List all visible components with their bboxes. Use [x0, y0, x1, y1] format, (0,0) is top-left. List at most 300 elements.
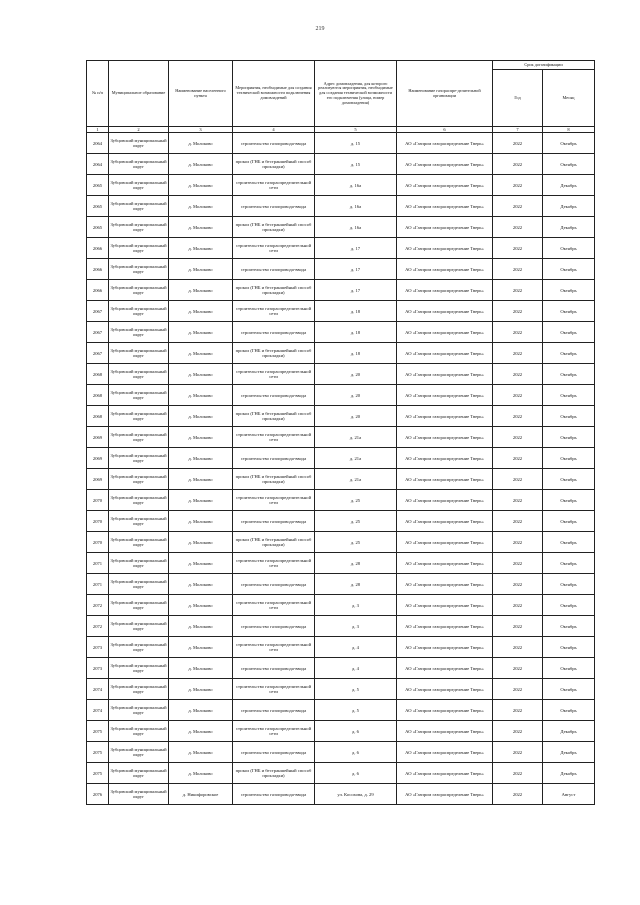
cell-org: АО «Газпром газораспределение Тверь» — [397, 532, 493, 553]
cell-month: Октябрь — [543, 259, 595, 280]
cell-month: Октябрь — [543, 511, 595, 532]
cell-address: д. 6 — [315, 742, 397, 763]
cell-num: 2074 — [87, 700, 109, 721]
table-row — [87, 700, 595, 721]
cell-year: 2022 — [493, 343, 543, 364]
cell-num: 2064 — [87, 154, 109, 175]
cell-measure: строительство газораспределительной сети — [233, 637, 315, 658]
cell-measure: прокол (ГНБ и бестраншейный способ прокладки) — [233, 154, 315, 175]
table-row — [87, 574, 595, 595]
table-row — [87, 385, 595, 406]
cell-settlement: д. Молоково — [169, 532, 233, 553]
column-number: 8 — [543, 127, 595, 133]
cell-measure: строительство газораспределительной сети — [233, 721, 315, 742]
cell-settlement: д. Молоково — [169, 574, 233, 595]
column-number: 3 — [169, 127, 233, 133]
cell-year: 2022 — [493, 595, 543, 616]
header-year: Год — [493, 70, 543, 127]
cell-month: Октябрь — [543, 280, 595, 301]
cell-month: Декабрь — [543, 742, 595, 763]
cell-year: 2022 — [493, 385, 543, 406]
cell-org: АО «Газпром газораспределение Тверь» — [397, 175, 493, 196]
table-row — [87, 637, 595, 658]
cell-year: 2022 — [493, 532, 543, 553]
cell-month: Октябрь — [543, 322, 595, 343]
cell-munic: Зубцовский муниципальный округ — [109, 658, 169, 679]
cell-settlement: д. Молоково — [169, 343, 233, 364]
table-row — [87, 490, 595, 511]
cell-measure: строительство газопровода-ввода — [233, 574, 315, 595]
cell-year: 2022 — [493, 553, 543, 574]
cell-measure: строительство газопровода-ввода — [233, 658, 315, 679]
column-number: 5 — [315, 127, 397, 133]
cell-address: д. 17 — [315, 238, 397, 259]
table-row — [87, 406, 595, 427]
cell-year: 2022 — [493, 154, 543, 175]
cell-measure: строительство газопровода-ввода — [233, 322, 315, 343]
cell-org: АО «Газпром газораспределение Тверь» — [397, 784, 493, 805]
cell-settlement: д. Молоково — [169, 637, 233, 658]
cell-munic: Зубцовский муниципальный округ — [109, 637, 169, 658]
cell-num: 2072 — [87, 595, 109, 616]
cell-year: 2022 — [493, 700, 543, 721]
cell-munic: Зубцовский муниципальный округ — [109, 259, 169, 280]
cell-num: 2075 — [87, 721, 109, 742]
cell-year: 2022 — [493, 511, 543, 532]
cell-month: Октябрь — [543, 364, 595, 385]
cell-num: 2073 — [87, 658, 109, 679]
cell-org: АО «Газпром газораспределение Тверь» — [397, 427, 493, 448]
cell-org: АО «Газпром газораспределение Тверь» — [397, 700, 493, 721]
cell-settlement: д. Молоково — [169, 280, 233, 301]
table-row — [87, 616, 595, 637]
cell-settlement: д. Молоково — [169, 217, 233, 238]
column-number: 6 — [397, 127, 493, 133]
cell-num: 2064 — [87, 133, 109, 154]
table-row — [87, 154, 595, 175]
cell-settlement: д. Молоково — [169, 175, 233, 196]
cell-month: Октябрь — [543, 469, 595, 490]
cell-munic: Зубцовский муниципальный округ — [109, 469, 169, 490]
table-row — [87, 469, 595, 490]
cell-settlement: д. Молоково — [169, 427, 233, 448]
cell-address: д. 6 — [315, 721, 397, 742]
cell-settlement: д. Молоково — [169, 595, 233, 616]
cell-munic: Зубцовский муниципальный округ — [109, 532, 169, 553]
table-row — [87, 259, 595, 280]
cell-org: АО «Газпром газораспределение Тверь» — [397, 301, 493, 322]
cell-settlement: д. Молоково — [169, 301, 233, 322]
cell-num: 2068 — [87, 364, 109, 385]
cell-year: 2022 — [493, 175, 543, 196]
header-num: № п/п — [87, 61, 109, 127]
cell-address: д. 20 — [315, 385, 397, 406]
cell-address: д. 21а — [315, 448, 397, 469]
cell-measure: прокол (ГНБ и бестраншейный способ прокладки) — [233, 217, 315, 238]
cell-num: 2075 — [87, 742, 109, 763]
cell-address: д. 3 — [315, 616, 397, 637]
cell-month: Октябрь — [543, 595, 595, 616]
cell-year: 2022 — [493, 406, 543, 427]
cell-munic: Зубцовский муниципальный округ — [109, 301, 169, 322]
cell-address: д. 16а — [315, 217, 397, 238]
cell-address: д. 25 — [315, 511, 397, 532]
cell-address: д. 21а — [315, 469, 397, 490]
table-row — [87, 742, 595, 763]
cell-num: 2066 — [87, 280, 109, 301]
cell-settlement: д. Молоково — [169, 658, 233, 679]
cell-month: Октябрь — [543, 385, 595, 406]
table-row — [87, 511, 595, 532]
cell-org: АО «Газпром газораспределение Тверь» — [397, 280, 493, 301]
cell-year: 2022 — [493, 742, 543, 763]
cell-num: 2066 — [87, 259, 109, 280]
cell-year: 2022 — [493, 658, 543, 679]
cell-org: АО «Газпром газораспределение Тверь» — [397, 637, 493, 658]
table-body — [87, 133, 595, 805]
cell-org: АО «Газпром газораспределение Тверь» — [397, 721, 493, 742]
cell-org: АО «Газпром газораспределение Тверь» — [397, 490, 493, 511]
cell-year: 2022 — [493, 301, 543, 322]
header-settlement: Наименование населенного пункта — [169, 61, 233, 127]
cell-year: 2022 — [493, 616, 543, 637]
cell-settlement: д. Молоково — [169, 259, 233, 280]
cell-settlement: д. Молоково — [169, 133, 233, 154]
table-header — [87, 61, 595, 133]
column-number: 1 — [87, 127, 109, 133]
cell-measure: строительство газораспределительной сети — [233, 595, 315, 616]
table-row — [87, 679, 595, 700]
cell-year: 2022 — [493, 448, 543, 469]
cell-num: 2075 — [87, 763, 109, 784]
cell-month: Декабрь — [543, 175, 595, 196]
table-row — [87, 448, 595, 469]
cell-munic: Зубцовский муниципальный округ — [109, 490, 169, 511]
cell-num: 2068 — [87, 385, 109, 406]
cell-num: 2065 — [87, 175, 109, 196]
cell-year: 2022 — [493, 490, 543, 511]
cell-measure: строительство газопровода-ввода — [233, 784, 315, 805]
cell-settlement: д. Молоково — [169, 154, 233, 175]
cell-measure: строительство газопровода-ввода — [233, 196, 315, 217]
cell-org: АО «Газпром газораспределение Тверь» — [397, 196, 493, 217]
cell-address: ул. Косохова, д. 29 — [315, 784, 397, 805]
cell-year: 2022 — [493, 196, 543, 217]
column-number: 7 — [493, 127, 543, 133]
cell-org: АО «Газпром газораспределение Тверь» — [397, 133, 493, 154]
cell-munic: Зубцовский муниципальный округ — [109, 217, 169, 238]
cell-settlement: д. Молоково — [169, 490, 233, 511]
column-number: 2 — [109, 127, 169, 133]
cell-measure: строительство газопровода-ввода — [233, 616, 315, 637]
cell-month: Декабрь — [543, 196, 595, 217]
cell-month: Октябрь — [543, 133, 595, 154]
cell-munic: Зубцовский муниципальный округ — [109, 763, 169, 784]
table-row — [87, 175, 595, 196]
cell-month: Октябрь — [543, 490, 595, 511]
cell-munic: Зубцовский муниципальный округ — [109, 553, 169, 574]
cell-munic: Зубцовский муниципальный округ — [109, 742, 169, 763]
cell-settlement: д. Молоково — [169, 196, 233, 217]
cell-month: Декабрь — [543, 721, 595, 742]
cell-num: 2076 — [87, 784, 109, 805]
table-row — [87, 196, 595, 217]
table-row — [87, 280, 595, 301]
cell-year: 2022 — [493, 679, 543, 700]
cell-settlement: д. Молоково — [169, 238, 233, 259]
cell-address: д. 4 — [315, 637, 397, 658]
cell-month: Октябрь — [543, 616, 595, 637]
cell-address: д. 25 — [315, 490, 397, 511]
table-row — [87, 301, 595, 322]
cell-munic: Зубцовский муниципальный округ — [109, 511, 169, 532]
cell-settlement: д. Молоково — [169, 322, 233, 343]
cell-month: Октябрь — [543, 301, 595, 322]
table-row — [87, 364, 595, 385]
cell-num: 2070 — [87, 532, 109, 553]
cell-year: 2022 — [493, 637, 543, 658]
cell-month: Октябрь — [543, 427, 595, 448]
cell-num: 2070 — [87, 490, 109, 511]
cell-org: АО «Газпром газораспределение Тверь» — [397, 742, 493, 763]
cell-org: АО «Газпром газораспределение Тверь» — [397, 574, 493, 595]
cell-org: АО «Газпром газораспределение Тверь» — [397, 238, 493, 259]
cell-org: АО «Газпром газораспределение Тверь» — [397, 553, 493, 574]
cell-measure: прокол (ГНБ и бестраншейный способ прокладки) — [233, 532, 315, 553]
table-row — [87, 217, 595, 238]
cell-measure: строительство газораспределительной сети — [233, 427, 315, 448]
cell-munic: Зубцовский муниципальный округ — [109, 721, 169, 742]
table-row — [87, 343, 595, 364]
cell-measure: строительство газораспределительной сети — [233, 490, 315, 511]
table-row — [87, 763, 595, 784]
cell-org: АО «Газпром газораспределение Тверь» — [397, 259, 493, 280]
cell-address: д. 15 — [315, 133, 397, 154]
cell-munic: Зубцовский муниципальный округ — [109, 133, 169, 154]
cell-month: Октябрь — [543, 700, 595, 721]
cell-address: д. 4 — [315, 658, 397, 679]
cell-address: д. 6 — [315, 763, 397, 784]
cell-num: 2069 — [87, 469, 109, 490]
table-row — [87, 553, 595, 574]
cell-year: 2022 — [493, 721, 543, 742]
cell-measure: строительство газораспределительной сети — [233, 364, 315, 385]
cell-address: д. 25 — [315, 532, 397, 553]
cell-address: д. 28 — [315, 574, 397, 595]
cell-year: 2022 — [493, 469, 543, 490]
cell-org: АО «Газпром газораспределение Тверь» — [397, 616, 493, 637]
cell-org: АО «Газпром газораспределение Тверь» — [397, 343, 493, 364]
cell-month: Октябрь — [543, 574, 595, 595]
cell-num: 2072 — [87, 616, 109, 637]
cell-month: Декабрь — [543, 217, 595, 238]
cell-address: д. 17 — [315, 259, 397, 280]
cell-settlement: д. Молоково — [169, 553, 233, 574]
cell-munic: Зубцовский муниципальный округ — [109, 406, 169, 427]
cell-settlement: д. Молоково — [169, 616, 233, 637]
cell-num: 2069 — [87, 427, 109, 448]
cell-measure: прокол (ГНБ и бестраншейный способ прокладки) — [233, 406, 315, 427]
cell-org: АО «Газпром газораспределение Тверь» — [397, 448, 493, 469]
cell-settlement: д. Молоково — [169, 511, 233, 532]
cell-measure: прокол (ГНБ и бестраншейный способ прокладки) — [233, 469, 315, 490]
cell-num: 2067 — [87, 322, 109, 343]
gasification-table — [86, 60, 595, 805]
cell-address: д. 20 — [315, 406, 397, 427]
cell-address: д. 18 — [315, 322, 397, 343]
cell-year: 2022 — [493, 364, 543, 385]
cell-org: АО «Газпром газораспределение Тверь» — [397, 511, 493, 532]
cell-munic: Зубцовский муниципальный округ — [109, 385, 169, 406]
cell-org: АО «Газпром газораспределение Тверь» — [397, 469, 493, 490]
column-number: 4 — [233, 127, 315, 133]
header-munic: Муниципальное образование — [109, 61, 169, 127]
cell-munic: Зубцовский муниципальный округ — [109, 700, 169, 721]
cell-measure: строительство газораспределительной сети — [233, 175, 315, 196]
cell-num: 2066 — [87, 238, 109, 259]
cell-munic: Зубцовский муниципальный округ — [109, 427, 169, 448]
cell-num: 2069 — [87, 448, 109, 469]
cell-munic: Зубцовский муниципальный округ — [109, 616, 169, 637]
cell-num: 2071 — [87, 553, 109, 574]
table-row — [87, 133, 595, 154]
cell-month: Октябрь — [543, 553, 595, 574]
header-month: Месяц — [543, 70, 595, 127]
cell-org: АО «Газпром газораспределение Тверь» — [397, 406, 493, 427]
table-row — [87, 784, 595, 805]
cell-settlement: д. Молоково — [169, 700, 233, 721]
cell-month: Октябрь — [543, 532, 595, 553]
cell-year: 2022 — [493, 238, 543, 259]
cell-munic: Зубцовский муниципальный округ — [109, 196, 169, 217]
table-row — [87, 427, 595, 448]
header-deadline: Срок догазификации — [493, 61, 595, 70]
table-row — [87, 658, 595, 679]
cell-num: 2067 — [87, 301, 109, 322]
page-number: 219 — [315, 26, 325, 32]
table-row — [87, 532, 595, 553]
cell-year: 2022 — [493, 217, 543, 238]
cell-measure: строительство газопровода-ввода — [233, 511, 315, 532]
cell-org: АО «Газпром газораспределение Тверь» — [397, 364, 493, 385]
cell-address: д. 28 — [315, 553, 397, 574]
cell-address: д. 21а — [315, 427, 397, 448]
header-address: Адрес домовладения, для которого реализуются мероприятия, необходимые для создания технической возможности его подключения (улица, номер домовладения) — [315, 61, 397, 127]
cell-address: д. 20 — [315, 364, 397, 385]
cell-address: д. 16а — [315, 175, 397, 196]
cell-address: д. 15 — [315, 154, 397, 175]
cell-year: 2022 — [493, 259, 543, 280]
cell-org: АО «Газпром газораспределение Тверь» — [397, 154, 493, 175]
cell-num: 2073 — [87, 637, 109, 658]
cell-measure: прокол (ГНБ и бестраншейный способ прокладки) — [233, 763, 315, 784]
cell-address: д. 17 — [315, 280, 397, 301]
cell-settlement: д. Молоково — [169, 385, 233, 406]
cell-month: Октябрь — [543, 154, 595, 175]
cell-org: АО «Газпром газораспределение Тверь» — [397, 595, 493, 616]
cell-address: д. 5 — [315, 679, 397, 700]
cell-year: 2022 — [493, 763, 543, 784]
cell-munic: Зубцовский муниципальный округ — [109, 175, 169, 196]
header-org: Наименование газораспре-делительной организации — [397, 61, 493, 127]
cell-address: д. 3 — [315, 595, 397, 616]
cell-address: д. 18 — [315, 343, 397, 364]
cell-measure: прокол (ГНБ и бестраншейный способ прокладки) — [233, 280, 315, 301]
cell-settlement: д. Молоково — [169, 448, 233, 469]
cell-settlement: д. Молоково — [169, 364, 233, 385]
cell-measure: строительство газопровода-ввода — [233, 700, 315, 721]
cell-measure: строительство газопровода-ввода — [233, 742, 315, 763]
cell-year: 2022 — [493, 280, 543, 301]
cell-munic: Зубцовский муниципальный округ — [109, 322, 169, 343]
cell-year: 2022 — [493, 784, 543, 805]
cell-org: АО «Газпром газораспределение Тверь» — [397, 385, 493, 406]
cell-month: Октябрь — [543, 343, 595, 364]
cell-year: 2022 — [493, 133, 543, 154]
cell-munic: Зубцовский муниципальный округ — [109, 238, 169, 259]
cell-year: 2022 — [493, 322, 543, 343]
cell-num: 2068 — [87, 406, 109, 427]
cell-num: 2065 — [87, 217, 109, 238]
cell-measure: строительство газопровода-ввода — [233, 448, 315, 469]
table-row — [87, 238, 595, 259]
cell-settlement: д. Молоково — [169, 406, 233, 427]
cell-num: 2067 — [87, 343, 109, 364]
cell-month: Октябрь — [543, 658, 595, 679]
cell-month: Октябрь — [543, 238, 595, 259]
cell-measure: строительство газораспределительной сети — [233, 238, 315, 259]
cell-measure: строительство газопровода-ввода — [233, 133, 315, 154]
cell-settlement: д. Молоково — [169, 721, 233, 742]
cell-settlement: д. Молоково — [169, 679, 233, 700]
cell-org: АО «Газпром газораспределение Тверь» — [397, 679, 493, 700]
cell-month: Октябрь — [543, 448, 595, 469]
cell-address: д. 18 — [315, 301, 397, 322]
cell-year: 2022 — [493, 427, 543, 448]
cell-num: 2070 — [87, 511, 109, 532]
cell-month: Октябрь — [543, 406, 595, 427]
cell-org: АО «Газпром газораспределение Тверь» — [397, 658, 493, 679]
cell-month: Октябрь — [543, 679, 595, 700]
table-row — [87, 595, 595, 616]
cell-munic: Зубцовский муниципальный округ — [109, 679, 169, 700]
cell-num: 2065 — [87, 196, 109, 217]
cell-num: 2071 — [87, 574, 109, 595]
cell-measure: строительство газораспределительной сети — [233, 301, 315, 322]
cell-settlement: д. Никифоровское — [169, 784, 233, 805]
cell-munic: Зубцовский муниципальный округ — [109, 154, 169, 175]
cell-address: д. 16а — [315, 196, 397, 217]
cell-settlement: д. Молоково — [169, 763, 233, 784]
cell-num: 2074 — [87, 679, 109, 700]
cell-munic: Зубцовский муниципальный округ — [109, 595, 169, 616]
cell-munic: Зубцовский муниципальный округ — [109, 784, 169, 805]
cell-org: АО «Газпром газораспределение Тверь» — [397, 217, 493, 238]
cell-month: Декабрь — [543, 763, 595, 784]
cell-address: д. 5 — [315, 700, 397, 721]
cell-measure: прокол (ГНБ и бестраншейный способ прокладки) — [233, 343, 315, 364]
cell-munic: Зубцовский муниципальный округ — [109, 280, 169, 301]
header-measures: Мероприятия, необходимые для создания технической возможности подключения домовладений — [233, 61, 315, 127]
cell-munic: Зубцовский муниципальный округ — [109, 574, 169, 595]
table-row — [87, 721, 595, 742]
cell-year: 2022 — [493, 574, 543, 595]
cell-measure: строительство газораспределительной сети — [233, 679, 315, 700]
cell-munic: Зубцовский муниципальный округ — [109, 448, 169, 469]
cell-munic: Зубцовский муниципальный округ — [109, 364, 169, 385]
cell-org: АО «Газпром газораспределение Тверь» — [397, 763, 493, 784]
table-row — [87, 322, 595, 343]
